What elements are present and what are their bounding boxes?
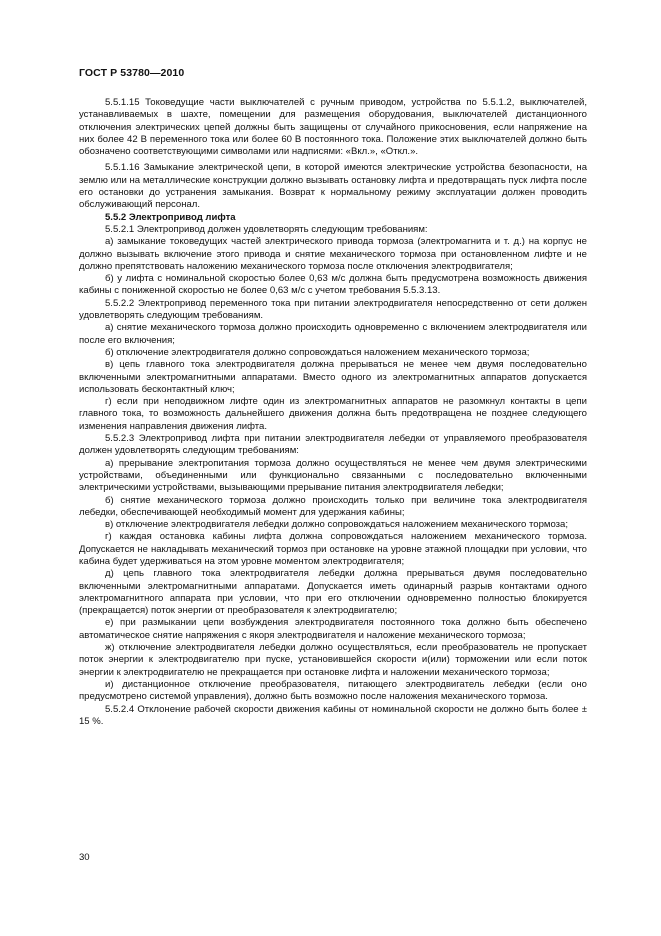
paragraph-5-5-1-15: 5.5.1.15 Токоведущие части выключателей с ручным приводом, устройства по 5.5.1.2, выключателей, устанавливаемых в шахте, помещении для размещения оборудования, выключателей дистанционного отключения электрических цепей должны быть защищены от случайного прикосновения, если напряжение на них более 42 В переменного тока или более 60 В постоянного тока. Положение этих выключателей должно быть обозначено соответствующими символами или надписями: «Вкл.», «Откл.».	[79, 97, 587, 158]
list-item: г) если при неподвижном лифте один из электромагнитных аппаратов не разомкнул контакты в цепи главного тока, то возможность дальнейшего движения должна быть предотвращена не позднее следующего изменения направления движения лифта.	[79, 396, 587, 432]
section-heading-5-5-2: 5.5.2 Электропривод лифта	[105, 211, 236, 223]
list-item: и) дистанционное отключение преобразователя, питающего электродвигатель лебедки (если оно предусмотрено системой управления), должно быть возможно после наложения механического тормоза.	[79, 678, 587, 703]
list-item: а) замыкание токоведущих частей электрического привода тормоза (электромагнита и т. д.) на корпус не должно вызывать включение этого привода и снятие механического тормоза при остановленном лифте и не должно препятствовать наложению механического тормоза после отключения электродвигателя;	[79, 236, 587, 272]
paragraph-5-5-2-2: 5.5.2.2 Электропривод переменного тока при питании электродвигателя непосредственно от сети должен удовлетворять следующим требованиям.	[79, 297, 587, 322]
list-item: д) цепь главного тока электродвигателя лебедки должна прерываться двумя последовательно включенными электромагнитными аппаратами. Допускается иметь одинарный разрыв контактами одного электромагнитного аппарата при условии, что при его отключении одновременно полностью блокируется (прекращается) поток энергии от преобразователя к электродвигателю;	[79, 568, 587, 617]
list-item: в) отключение электродвигателя лебедки должно сопровождаться наложением механического тормоза;	[105, 519, 569, 531]
list-item: е) при размыкании цепи возбуждения электродвигателя постоянного тока должно быть обеспечено автоматическое снятие напряжения с якоря электродвигателя и наложение механического тормоза;	[79, 617, 587, 641]
list-item: б) отключение электродвигателя должно сопровождаться наложением механического тормоза;	[105, 346, 530, 358]
list-item: г) каждая остановка кабины лифта должна сопровождаться наложением механического тормоза. Допускается не накладывать механический тормоз при остановке на уровне этажной площадки при условии, что кабина будет удерживаться на этом уровне моментом электродвигателя;	[79, 531, 587, 567]
list-item: а) снятие механического тормоза должно происходить одновременно с включением электродвигателя или после его включения;	[79, 322, 587, 346]
list-item: ж) отключение электродвигателя лебедки должно осуществляться, если преобразователь не пропускает поток энергии к электродвигателю при пуске, установившейся скорости и(или) торможении или если поток энергии к электродвигателю не прекращается при остановке лифта и наложении механического тормоза;	[79, 642, 587, 678]
list-item: б) снятие механического тормоза должно происходить только при величине тока электродвигателя лебедки, обеспечивающей необходимый момент для удержания кабины;	[79, 494, 587, 518]
document-body	[79, 97, 587, 728]
list-item: в) цепь главного тока электродвигателя должна прерываться не менее чем двумя последовательно включенными электромагнитными аппаратами. Вместо одного из электромагнитных аппаратов допускается использовать бесконтактный ключ;	[79, 359, 587, 395]
list-item: а) прерывание электропитания тормоза должно осуществляться не менее чем двумя электрическими устройствами, объединенными или функционально связанными с последовательно включенными электрическими устройствами, вызывающими прерывание питания электродвигателя лебедки;	[79, 457, 587, 494]
paragraph-5-5-2-1: 5.5.2.1 Электропривод должен удовлетворять следующим требованиям:	[105, 223, 428, 235]
document-header: ГОСТ Р 53780—2010	[79, 67, 185, 79]
page-number: 30	[79, 852, 90, 863]
list-item: б) у лифта с номинальной скоростью более 0,63 м/с должна быть предусмотрена возможность движения кабины с пониженной скоростью не более 0,63 м/с с учетом требования 5.5.3.13.	[79, 273, 587, 297]
paragraph-5-5-2-3: 5.5.2.3 Электропривод лифта при питании электродвигателя лебедки от управляемого преобразователя должен удовлетворять следующим требованиям:	[79, 433, 587, 457]
paragraph-5-5-1-16: 5.5.1.16 Замыкание электрической цепи, в которой имеются электрические устройства безопасности, на землю или на металлические конструкции должно вызывать остановку лифта и предотвращать пуск лифта после его остановки до устранения замыкания. Возврат к нормальному режиму эксплуатации должен проводить обслуживающий персонал.	[79, 162, 587, 211]
paragraph-5-5-2-4: 5.5.2.4 Отклонение рабочей скорости движения кабины от номинальной скорости не должно быть более ± 15 %.	[79, 703, 587, 727]
